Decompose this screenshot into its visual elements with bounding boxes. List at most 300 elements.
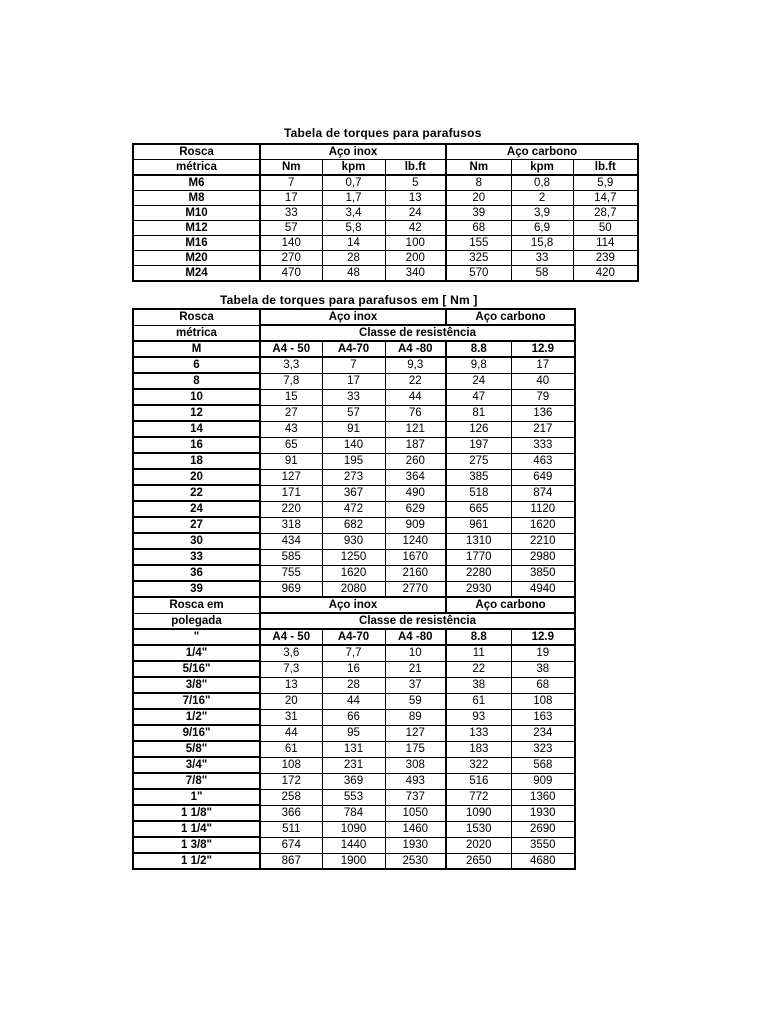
unit-header: kpm xyxy=(511,160,573,176)
thread-size: 30 xyxy=(133,533,260,549)
class-header: A4 -80 xyxy=(385,629,446,645)
torque-value: 200 xyxy=(385,251,446,266)
torque-value: 1050 xyxy=(385,805,446,821)
torque-value: 5,8 xyxy=(322,221,385,236)
thread-size: 10 xyxy=(133,389,260,405)
torque-value: 674 xyxy=(260,837,322,853)
unit-header: lb.ft xyxy=(573,160,638,176)
unit-header: Nm xyxy=(446,160,511,176)
torque-value: 31 xyxy=(260,709,322,725)
torque-value: 1620 xyxy=(322,565,385,581)
torque-value: 231 xyxy=(322,757,385,773)
torque-value: 20 xyxy=(446,191,511,206)
torque-value: 155 xyxy=(446,236,511,251)
thread-size: 1 1/2" xyxy=(133,853,260,869)
table-row xyxy=(133,773,575,789)
class-header: A4-70 xyxy=(322,341,385,357)
torque-value: 472 xyxy=(322,501,385,517)
torque-value: 28 xyxy=(322,251,385,266)
thread-size: 9/16" xyxy=(133,725,260,741)
torque-value: 1250 xyxy=(322,549,385,565)
torque-value: 909 xyxy=(385,517,446,533)
unit-header: lb.ft xyxy=(385,160,446,176)
torque-value: 969 xyxy=(260,581,322,597)
torque-value: 175 xyxy=(385,741,446,757)
torque-value: 10 xyxy=(385,645,446,661)
rosca-header-2: polegada xyxy=(133,613,260,629)
torque-value: 17 xyxy=(322,373,385,389)
torque-value: 755 xyxy=(260,565,322,581)
torque-value: 172 xyxy=(260,773,322,789)
classe-resistencia-header: Classe de resistência xyxy=(260,613,575,629)
torque-value: 108 xyxy=(260,757,322,773)
torque-value: 518 xyxy=(446,485,511,501)
thread-size: 1" xyxy=(133,789,260,805)
torque-value: 1090 xyxy=(322,821,385,837)
torque-value: 17 xyxy=(260,191,322,206)
torque-value: 1670 xyxy=(385,549,446,565)
torque-value: 385 xyxy=(446,469,511,485)
class-header: 12.9 xyxy=(511,629,575,645)
torque-value: 516 xyxy=(446,773,511,789)
torque-value: 2210 xyxy=(511,533,575,549)
torque-value: 217 xyxy=(511,421,575,437)
thread-size: 1/4" xyxy=(133,645,260,661)
torque-value: 68 xyxy=(511,677,575,693)
unit-header: kpm xyxy=(322,160,385,176)
table-row xyxy=(133,693,575,709)
table-row xyxy=(133,206,638,221)
torque-value: 568 xyxy=(511,757,575,773)
torque-value: 89 xyxy=(385,709,446,725)
class-header: 8.8 xyxy=(446,341,511,357)
unit-header: Nm xyxy=(260,160,322,176)
thread-size: 7/16" xyxy=(133,693,260,709)
torque-value: 220 xyxy=(260,501,322,517)
torque-value: 3850 xyxy=(511,565,575,581)
torque-value: 1120 xyxy=(511,501,575,517)
torque-value: 81 xyxy=(446,405,511,421)
thread-size: M16 xyxy=(133,236,260,251)
torque-value: 61 xyxy=(260,741,322,757)
class-header: 8.8 xyxy=(446,629,511,645)
torque-value: 195 xyxy=(322,453,385,469)
rosca-header-2: métrica xyxy=(133,325,260,341)
torque-value: 28,7 xyxy=(573,206,638,221)
torque-value: 961 xyxy=(446,517,511,533)
table-row xyxy=(133,469,575,485)
metric-class-row xyxy=(133,341,575,357)
torque-value: 7 xyxy=(322,357,385,373)
thread-size: 5/8" xyxy=(133,741,260,757)
thread-size: M24 xyxy=(133,266,260,282)
torque-value: 133 xyxy=(446,725,511,741)
torque-value: 2770 xyxy=(385,581,446,597)
torque-value: 38 xyxy=(446,677,511,693)
torque-value: 3,9 xyxy=(511,206,573,221)
table-row xyxy=(133,725,575,741)
torque-value: 40 xyxy=(511,373,575,389)
torque-value: 28 xyxy=(322,677,385,693)
torque-value: 66 xyxy=(322,709,385,725)
torque-value: 24 xyxy=(446,373,511,389)
table-row xyxy=(133,373,575,389)
torque-value: 570 xyxy=(446,266,511,282)
classe-resistencia-header: Classe de resistência xyxy=(260,325,575,341)
torque-table-1 xyxy=(132,143,639,282)
thread-size: 39 xyxy=(133,581,260,597)
aco-carbono-header: Aço carbono xyxy=(446,144,638,160)
torque-value: 463 xyxy=(511,453,575,469)
torque-value: 76 xyxy=(385,405,446,421)
table-row xyxy=(133,789,575,805)
torque-value: 27 xyxy=(260,405,322,421)
torque-value: 39 xyxy=(446,206,511,221)
table-row xyxy=(133,853,575,869)
table-row xyxy=(133,821,575,837)
torque-value: 490 xyxy=(385,485,446,501)
thread-size: 6 xyxy=(133,357,260,373)
torque-value: 33 xyxy=(260,206,322,221)
torque-value: 470 xyxy=(260,266,322,282)
rosca-header: Rosca xyxy=(133,309,260,325)
torque-value: 867 xyxy=(260,853,322,869)
torque-value: 2080 xyxy=(322,581,385,597)
table-row xyxy=(133,677,575,693)
aco-carbono-header: Aço carbono xyxy=(446,309,575,325)
torque-value: 1930 xyxy=(385,837,446,853)
torque-value: 3,4 xyxy=(322,206,385,221)
table-row xyxy=(133,565,575,581)
torque-value: 275 xyxy=(446,453,511,469)
torque-value: 649 xyxy=(511,469,575,485)
torque-value: 20 xyxy=(260,693,322,709)
torque-value: 47 xyxy=(446,389,511,405)
torque-value: 322 xyxy=(446,757,511,773)
rosca-header-2: métrica xyxy=(133,160,260,176)
thread-size: 1 1/8" xyxy=(133,805,260,821)
table-row xyxy=(133,517,575,533)
torque-value: 163 xyxy=(511,709,575,725)
inch-class-row xyxy=(133,629,575,645)
table-row xyxy=(133,581,575,597)
thread-size: 22 xyxy=(133,485,260,501)
thread-size: 5/16" xyxy=(133,661,260,677)
table1-header-row xyxy=(133,144,638,160)
torque-value: 333 xyxy=(511,437,575,453)
thread-size: 27 xyxy=(133,517,260,533)
table-row xyxy=(133,485,575,501)
torque-value: 273 xyxy=(322,469,385,485)
torque-value: 1530 xyxy=(446,821,511,837)
torque-value: 17 xyxy=(511,357,575,373)
torque-value: 24 xyxy=(385,206,446,221)
torque-value: 1770 xyxy=(446,549,511,565)
torque-value: 114 xyxy=(573,236,638,251)
thread-size: 36 xyxy=(133,565,260,581)
torque-value: 784 xyxy=(322,805,385,821)
torque-value: 11 xyxy=(446,645,511,661)
torque-value: 1240 xyxy=(385,533,446,549)
torque-value: 1930 xyxy=(511,805,575,821)
thread-size: 20 xyxy=(133,469,260,485)
torque-value: 434 xyxy=(260,533,322,549)
thread-size: M20 xyxy=(133,251,260,266)
torque-value: 511 xyxy=(260,821,322,837)
class-header: A4 -80 xyxy=(385,341,446,357)
torque-value: 37 xyxy=(385,677,446,693)
thread-size: 24 xyxy=(133,501,260,517)
torque-value: 340 xyxy=(385,266,446,282)
inch-header-row xyxy=(133,597,575,613)
aco-inox-header: Aço inox xyxy=(260,144,446,160)
torque-value: 1310 xyxy=(446,533,511,549)
aco-carbono-header: Aço carbono xyxy=(446,597,575,613)
class-header: 12.9 xyxy=(511,341,575,357)
torque-value: 323 xyxy=(511,741,575,757)
torque-value: 629 xyxy=(385,501,446,517)
torque-value: 13 xyxy=(260,677,322,693)
metric-header-row xyxy=(133,309,575,325)
torque-value: 44 xyxy=(385,389,446,405)
thread-size: 3/8" xyxy=(133,677,260,693)
torque-value: 95 xyxy=(322,725,385,741)
thread-size: 7/8" xyxy=(133,773,260,789)
torque-value: 682 xyxy=(322,517,385,533)
torque-value: 2980 xyxy=(511,549,575,565)
torque-value: 239 xyxy=(573,251,638,266)
torque-value: 7 xyxy=(260,175,322,191)
torque-value: 1440 xyxy=(322,837,385,853)
torque-value: 7,3 xyxy=(260,661,322,677)
torque-value: 3,6 xyxy=(260,645,322,661)
torque-value: 126 xyxy=(446,421,511,437)
thread-size: M12 xyxy=(133,221,260,236)
torque-value: 48 xyxy=(322,266,385,282)
torque-value: 5,9 xyxy=(573,175,638,191)
inch-classe-row xyxy=(133,613,575,629)
torque-table-2 xyxy=(132,308,576,870)
torque-value: 2690 xyxy=(511,821,575,837)
torque-value: 1090 xyxy=(446,805,511,821)
thread-size: 16 xyxy=(133,437,260,453)
torque-value: 364 xyxy=(385,469,446,485)
table-row xyxy=(133,709,575,725)
table2-title: Tabela de torques para parafusos em [ Nm ] xyxy=(220,293,478,307)
table-row xyxy=(133,236,638,251)
torque-value: 197 xyxy=(446,437,511,453)
table-row xyxy=(133,221,638,236)
torque-value: 9,3 xyxy=(385,357,446,373)
table-row xyxy=(133,437,575,453)
torque-value: 2930 xyxy=(446,581,511,597)
torque-value: 100 xyxy=(385,236,446,251)
table-row xyxy=(133,175,638,191)
class-header: A4 - 50 xyxy=(260,629,322,645)
torque-value: 2280 xyxy=(446,565,511,581)
torque-value: 7,8 xyxy=(260,373,322,389)
torque-value: 108 xyxy=(511,693,575,709)
class-header: A4-70 xyxy=(322,629,385,645)
torque-value: 1,7 xyxy=(322,191,385,206)
table-row xyxy=(133,266,638,282)
torque-value: 19 xyxy=(511,645,575,661)
table-row xyxy=(133,645,575,661)
table-row xyxy=(133,533,575,549)
torque-value: 79 xyxy=(511,389,575,405)
size-column-label: " xyxy=(133,629,260,645)
torque-value: 131 xyxy=(322,741,385,757)
class-header: A4 - 50 xyxy=(260,341,322,357)
thread-size: 1 3/8" xyxy=(133,837,260,853)
thread-size: M8 xyxy=(133,191,260,206)
torque-value: 772 xyxy=(446,789,511,805)
torque-value: 366 xyxy=(260,805,322,821)
torque-value: 59 xyxy=(385,693,446,709)
torque-value: 14 xyxy=(322,236,385,251)
torque-value: 65 xyxy=(260,437,322,453)
table1-units-row xyxy=(133,160,638,176)
torque-value: 270 xyxy=(260,251,322,266)
torque-value: 42 xyxy=(385,221,446,236)
torque-value: 9,8 xyxy=(446,357,511,373)
thread-size: M10 xyxy=(133,206,260,221)
torque-value: 43 xyxy=(260,421,322,437)
thread-size: 18 xyxy=(133,453,260,469)
torque-value: 420 xyxy=(573,266,638,282)
torque-value: 5 xyxy=(385,175,446,191)
table-row xyxy=(133,741,575,757)
torque-value: 127 xyxy=(260,469,322,485)
torque-value: 16 xyxy=(322,661,385,677)
torque-value: 93 xyxy=(446,709,511,725)
torque-value: 171 xyxy=(260,485,322,501)
torque-value: 234 xyxy=(511,725,575,741)
table-row xyxy=(133,421,575,437)
torque-value: 136 xyxy=(511,405,575,421)
table-row xyxy=(133,837,575,853)
torque-value: 15,8 xyxy=(511,236,573,251)
torque-value: 874 xyxy=(511,485,575,501)
torque-value: 140 xyxy=(260,236,322,251)
torque-value: 22 xyxy=(385,373,446,389)
table-row xyxy=(133,251,638,266)
metric-classe-row xyxy=(133,325,575,341)
torque-value: 2020 xyxy=(446,837,511,853)
size-column-label: M xyxy=(133,341,260,357)
torque-value: 4680 xyxy=(511,853,575,869)
torque-value: 737 xyxy=(385,789,446,805)
torque-value: 909 xyxy=(511,773,575,789)
torque-value: 3,3 xyxy=(260,357,322,373)
aco-inox-header: Aço inox xyxy=(260,309,446,325)
torque-value: 6,9 xyxy=(511,221,573,236)
table-row xyxy=(133,805,575,821)
torque-value: 318 xyxy=(260,517,322,533)
table1-title: Tabela de torques para parafusos xyxy=(284,126,482,140)
torque-value: 15 xyxy=(260,389,322,405)
torque-value: 140 xyxy=(322,437,385,453)
torque-value: 325 xyxy=(446,251,511,266)
torque-value: 44 xyxy=(322,693,385,709)
table-row xyxy=(133,661,575,677)
torque-value: 493 xyxy=(385,773,446,789)
torque-value: 1620 xyxy=(511,517,575,533)
torque-value: 2650 xyxy=(446,853,511,869)
torque-value: 2530 xyxy=(385,853,446,869)
torque-value: 585 xyxy=(260,549,322,565)
torque-value: 38 xyxy=(511,661,575,677)
table-row xyxy=(133,501,575,517)
torque-value: 21 xyxy=(385,661,446,677)
torque-value: 367 xyxy=(322,485,385,501)
thread-size: 1 1/4" xyxy=(133,821,260,837)
thread-size: 14 xyxy=(133,421,260,437)
torque-value: 121 xyxy=(385,421,446,437)
torque-value: 8 xyxy=(446,175,511,191)
torque-value: 13 xyxy=(385,191,446,206)
thread-size: 1/2" xyxy=(133,709,260,725)
torque-value: 68 xyxy=(446,221,511,236)
table-row xyxy=(133,357,575,373)
torque-value: 183 xyxy=(446,741,511,757)
torque-value: 1900 xyxy=(322,853,385,869)
torque-value: 127 xyxy=(385,725,446,741)
torque-value: 33 xyxy=(322,389,385,405)
thread-size: M6 xyxy=(133,175,260,191)
torque-value: 4940 xyxy=(511,581,575,597)
table-row xyxy=(133,549,575,565)
torque-value: 187 xyxy=(385,437,446,453)
torque-value: 0,7 xyxy=(322,175,385,191)
torque-value: 7,7 xyxy=(322,645,385,661)
torque-value: 44 xyxy=(260,725,322,741)
thread-size: 12 xyxy=(133,405,260,421)
torque-value: 258 xyxy=(260,789,322,805)
torque-value: 57 xyxy=(322,405,385,421)
torque-value: 61 xyxy=(446,693,511,709)
torque-value: 58 xyxy=(511,266,573,282)
torque-value: 33 xyxy=(511,251,573,266)
torque-value: 22 xyxy=(446,661,511,677)
torque-value: 3550 xyxy=(511,837,575,853)
table-row xyxy=(133,191,638,206)
torque-value: 91 xyxy=(322,421,385,437)
thread-size: 33 xyxy=(133,549,260,565)
torque-value: 91 xyxy=(260,453,322,469)
torque-value: 57 xyxy=(260,221,322,236)
table-row xyxy=(133,757,575,773)
table-row xyxy=(133,389,575,405)
torque-value: 308 xyxy=(385,757,446,773)
aco-inox-header: Aço inox xyxy=(260,597,446,613)
torque-value: 1360 xyxy=(511,789,575,805)
thread-size: 8 xyxy=(133,373,260,389)
torque-value: 0,8 xyxy=(511,175,573,191)
rosca-header: Rosca xyxy=(133,144,260,160)
torque-value: 2160 xyxy=(385,565,446,581)
torque-value: 14,7 xyxy=(573,191,638,206)
torque-value: 1460 xyxy=(385,821,446,837)
torque-value: 665 xyxy=(446,501,511,517)
torque-value: 930 xyxy=(322,533,385,549)
thread-size: 3/4" xyxy=(133,757,260,773)
rosca-header: Rosca em xyxy=(133,597,260,613)
torque-value: 369 xyxy=(322,773,385,789)
table-row xyxy=(133,405,575,421)
torque-value: 50 xyxy=(573,221,638,236)
table-row xyxy=(133,453,575,469)
